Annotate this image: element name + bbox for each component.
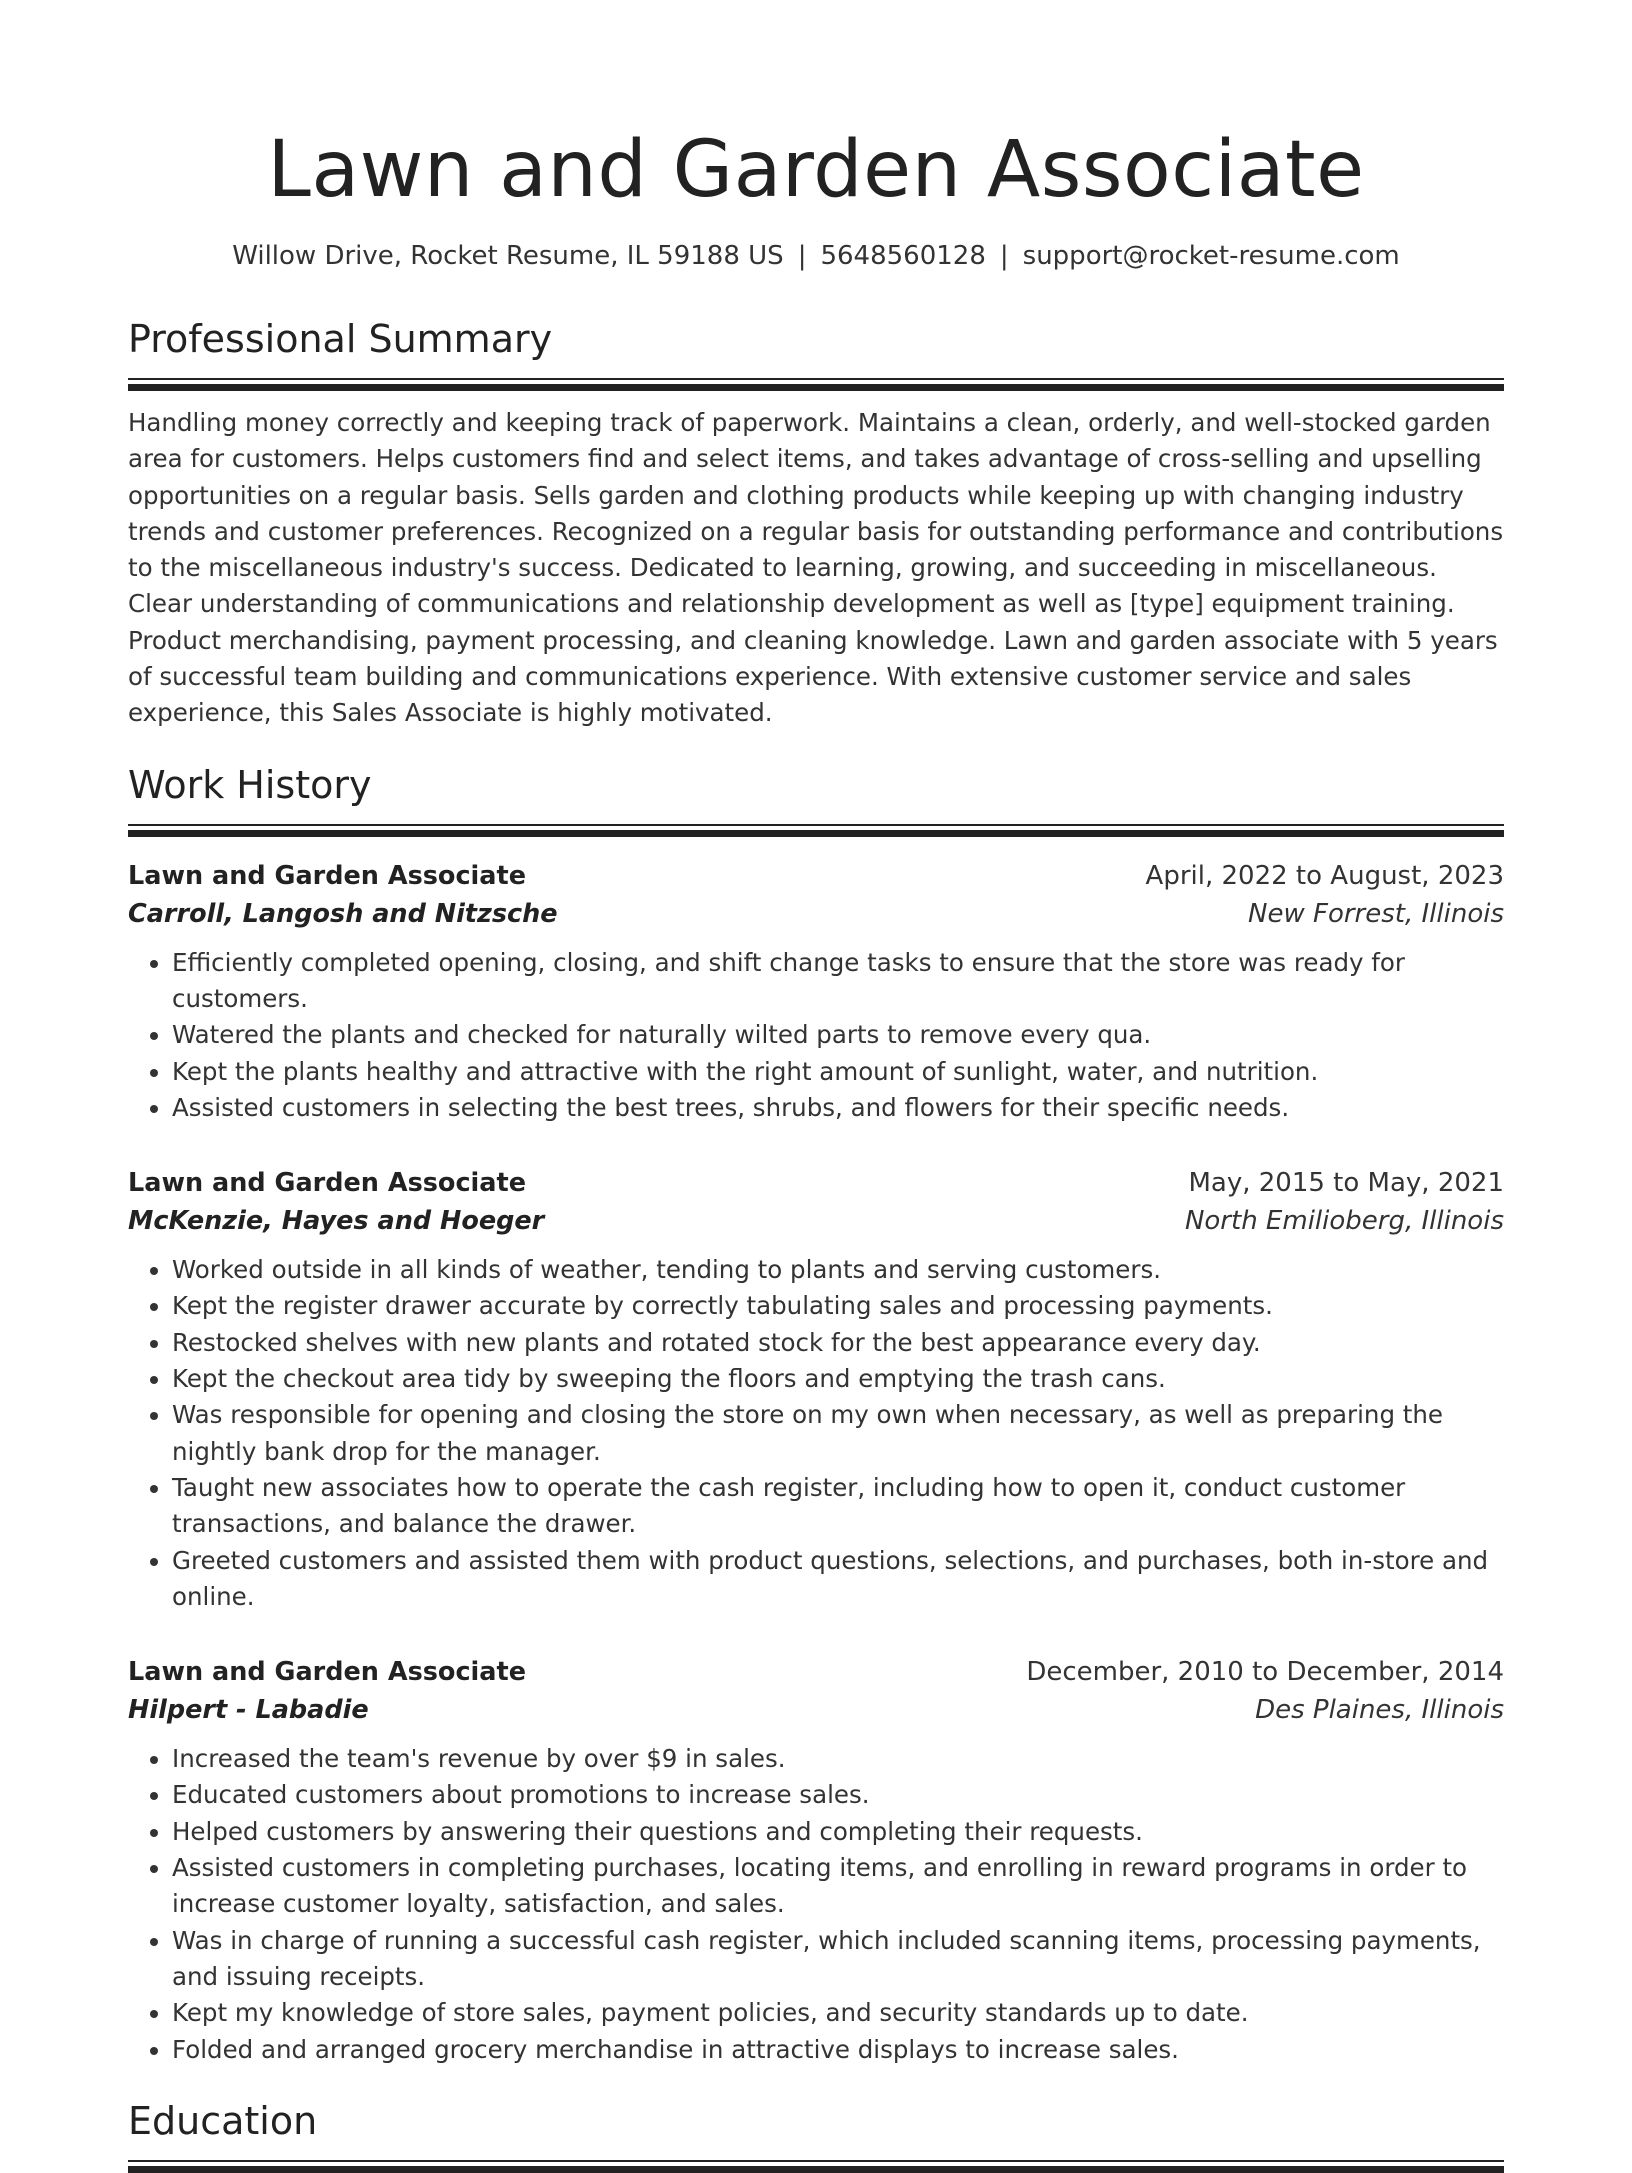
list-item: • Kept my knowledge of store sales, payment policies, and security standards up to date. <box>172 1995 1504 2031</box>
job-header-row <box>128 857 1504 895</box>
job-header-row <box>128 1653 1504 1691</box>
job-title: Lawn and Garden Associate <box>128 1657 526 1688</box>
list-item: • Was in charge of running a successful cash register, which included scanning items, processing payments, and issuing receipts. <box>172 1923 1504 1996</box>
contact-phone: 5648560128 <box>820 241 986 271</box>
job-entry <box>128 857 1504 1126</box>
section-divider <box>128 2160 1504 2173</box>
section-title-work-history: Work History <box>128 762 372 807</box>
list-item: • Educated customers about promotions to increase sales. <box>172 1777 1504 1813</box>
summary-text: Handling money correctly and keeping track of paperwork. Maintains a clean, orderly, and well-stocked garden area for customers. Helps customers find and select items, and takes advantage of cross-selling and upselling opportunities on a regular basis. Sells garden and clothing products while keeping up with changing industry trends and customer preferences. Recognized on a regular basis for outstanding performance and contributions to the miscellaneous industry's success. Dedicated to learning, growing, and succeeding in miscellaneous. Clear understanding of communications and relationship development as well as [type] equipment training. Product merchandising, payment processing, and cleaning knowledge. Lawn and garden associate with 5 years of successful team building and communications experience. With extensive customer service and sales experience, this Sales Associate is highly motivated. <box>128 408 1504 728</box>
list-item: • Kept the checkout area tidy by sweeping the floors and emptying the trash cans. <box>172 1361 1504 1397</box>
job-bullet-list <box>128 1741 1504 2068</box>
section-title-summary: Professional Summary <box>128 317 553 361</box>
job-dates: April, 2022 to August, 2023 <box>1145 860 1504 891</box>
contact-line <box>128 238 1504 274</box>
job-location: North Emilioberg, Illinois <box>1184 1206 1504 1237</box>
professional-summary-section <box>128 314 1504 732</box>
job-bullet-list <box>128 1252 1504 1615</box>
list-item: • Taught new associates how to operate the cash register, including how to open it, conduct customer transactions, and balance the drawer. <box>172 1470 1504 1543</box>
job-entry <box>128 1653 1504 2068</box>
resume-name: Lawn and Garden Associate <box>267 125 1365 215</box>
job-company: Hilpert - Labadie <box>128 1695 369 1726</box>
section-divider <box>128 824 1504 837</box>
job-company: Carroll, Langosh and Nitzsche <box>128 898 558 929</box>
education-section <box>128 2096 1504 2173</box>
list-item: • Increased the team's revenue by over $9 in sales. <box>172 1741 1504 1777</box>
job-dates: December, 2010 to December, 2014 <box>1026 1657 1504 1688</box>
section-divider <box>128 378 1504 391</box>
list-item: • Assisted customers in completing purchases, locating items, and enrolling in reward programs in order to increase customer loyalty, satisfaction, and sales. <box>172 1850 1504 1923</box>
contact-separator: | <box>999 241 1009 271</box>
list-item: • Restocked shelves with new plants and rotated stock for the best appearance every day. <box>172 1325 1504 1361</box>
job-title: Lawn and Garden Associate <box>128 1168 526 1199</box>
list-item: • Efficiently completed opening, closing, and shift change tasks to ensure that the store was ready for customers. <box>172 945 1504 1018</box>
job-location: Des Plaines, Illinois <box>1255 1695 1504 1726</box>
job-bullet-list <box>128 945 1504 1126</box>
list-item: • Kept the register drawer accurate by correctly tabulating sales and processing payments. <box>172 1288 1504 1324</box>
list-item: • Helped customers by answering their questions and completing their requests. <box>172 1814 1504 1850</box>
job-company-row <box>128 1691 1504 1729</box>
list-item: • Folded and arranged grocery merchandise in attractive displays to increase sales. <box>172 2032 1504 2068</box>
contact-email: support@rocket-resume.com <box>1022 241 1400 271</box>
list-item: • Greeted customers and assisted them with product questions, selections, and purchases, both in-store and online. <box>172 1543 1504 1616</box>
job-company-row <box>128 895 1504 933</box>
work-history-section <box>128 760 1504 2068</box>
list-item: • Was responsible for opening and closing the store on my own when necessary, as well as preparing the nightly bank drop for the manager. <box>172 1397 1504 1470</box>
job-title: Lawn and Garden Associate <box>128 860 526 891</box>
job-dates: May, 2015 to May, 2021 <box>1188 1168 1504 1199</box>
job-company-row <box>128 1202 1504 1240</box>
list-item: • Assisted customers in selecting the best trees, shrubs, and flowers for their specific needs. <box>172 1090 1504 1126</box>
list-item: • Watered the plants and checked for naturally wilted parts to remove every qua. <box>172 1017 1504 1053</box>
resume-page <box>128 0 1504 2173</box>
job-location: New Forrest, Illinois <box>1248 898 1504 929</box>
contact-separator: | <box>797 241 807 271</box>
job-company: McKenzie, Hayes and Hoeger <box>128 1206 545 1237</box>
section-title-education: Education <box>128 2098 318 2143</box>
list-item: • Worked outside in all kinds of weather, tending to plants and serving customers. <box>172 1252 1504 1288</box>
job-entry <box>128 1164 1504 1615</box>
list-item: • Kept the plants healthy and attractive with the right amount of sunlight, water, and nutrition. <box>172 1054 1504 1090</box>
contact-address: Willow Drive, Rocket Resume, IL 59188 US <box>232 241 784 271</box>
job-header-row <box>128 1164 1504 1202</box>
